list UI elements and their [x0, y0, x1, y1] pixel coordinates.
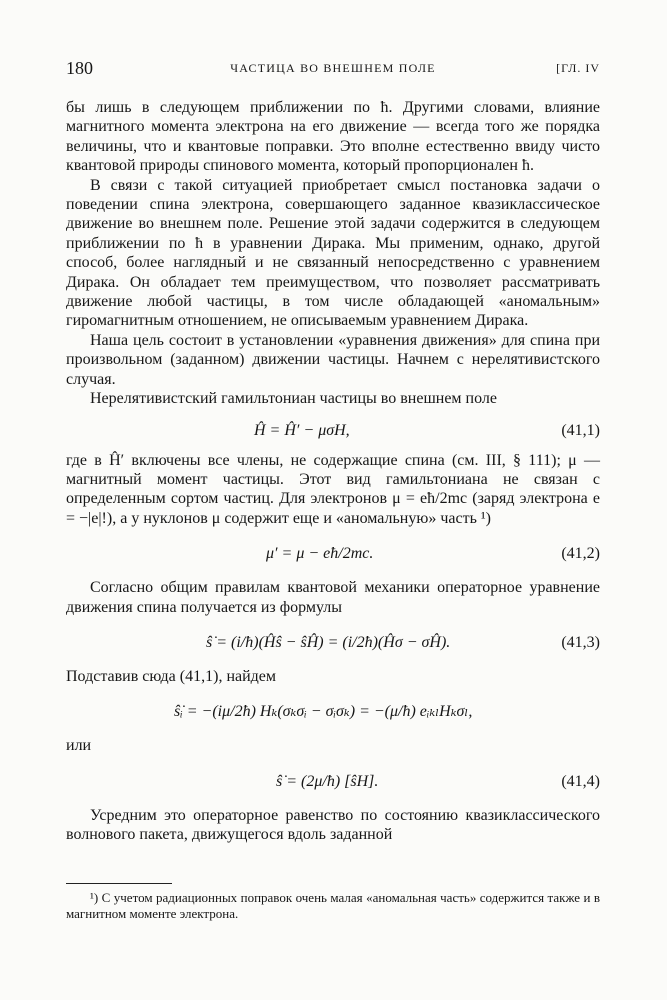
page-number: 180 [66, 58, 93, 78]
equation-number: (41,4) [561, 772, 600, 790]
chapter-label: [ГЛ. IV [556, 61, 600, 75]
book-page [66, 58, 600, 845]
equation-41-3 [66, 623, 600, 665]
paragraph: Усредним это операторное равенство по состоянию квазиклассического волнового пакета, движущегося вдоль заданной [66, 806, 600, 844]
paragraph: Согласно общим правилам квантовой механики операторное уравнение движения спина получается из формулы [66, 579, 600, 616]
equation-number: (41,1) [561, 421, 600, 439]
footnote: ¹) С учетом радиационных поправок очень малая «аномальная часть» содержится также и в магнитном моменте электрона. [66, 890, 600, 921]
equation-number: (41,3) [561, 633, 600, 651]
footnote-rule [66, 883, 172, 884]
paragraph: где в Ĥ′ включены все члены, не содержащие спина (см. III, § 111); μ — магнитный момент частицы. Этот вид гамильтониана не связан с определенным сортом частиц. Для электронов μ = eħ/2mc (заряд электрона e = −|e|!), а у нуклонов μ содержит еще и «аномальную» часть ¹) [66, 451, 600, 527]
equation-41-4 [66, 762, 600, 804]
equation-41-2 [66, 534, 600, 576]
equation-number: (41,2) [561, 545, 600, 563]
body-text [66, 98, 600, 845]
paragraph: Нерелятивистский гамильтониан частицы во внешнем поле [90, 390, 497, 408]
equation-formula: ŝ̇ = (2μ/ħ) [ŝH]. [276, 772, 379, 790]
equation-41-1 [66, 415, 600, 449]
paragraph: или [66, 737, 92, 755]
equation-formula: μ′ = μ − eħ/2mc. [266, 545, 374, 563]
footnote-area [66, 883, 600, 922]
paragraph: Подставив сюда (41,1), найдем [66, 667, 277, 685]
equation-formula: ŝ̇ = (i/ħ)(Ĥŝ − ŝĤ) = (i/2ħ)(Ĥσ − σĤ). [206, 633, 451, 651]
equation-formula: Ĥ = Ĥ′ − μσH, [254, 421, 350, 439]
paragraph: В связи с такой ситуацией приобретает смысл постановка задачи о поведении спина электрона, совершающего заданное квазиклассическое движение во внешнем поле. Решение этой задачи содержится в следующем приближении по ħ в уравнении Дирака. Мы применим, однако, другой способ, более наглядный и не связанный непосредственно с уравнением Дирака. Он обладает тем преимуществом, что позволяет рассматривать движение любой частицы, в том числе обладающей «аномальным» гиромагнитным отношением, не описываемым уравнением Дирака. [66, 176, 600, 330]
running-header [66, 58, 600, 80]
running-title: ЧАСТИЦА ВО ВНЕШНЕМ ПОЛЕ [230, 61, 436, 75]
paragraph: Наша цель состоит в установлении «уравнения движения» для спина при произвольном (заданном) движении частицы. Начнем с нерелятивистского случая. [66, 331, 600, 388]
paragraph: бы лишь в следующем приближении по ħ. Другими словами, влияние магнитного момента электрона на его движение — всегда того же порядка величины, что и квантовые поправки. Это вполне естественно ввиду чисто квантовой природы спинового момента, который пропорционален ħ. [66, 99, 600, 175]
equation-formula: ŝ̇ᵢ = −(iμ/2ħ) Hₖ(σₖσᵢ − σᵢσₖ) = −(μ/ħ) eᵢₖₗHₖσₗ, [174, 703, 473, 721]
equation-unnumbered [66, 692, 600, 734]
